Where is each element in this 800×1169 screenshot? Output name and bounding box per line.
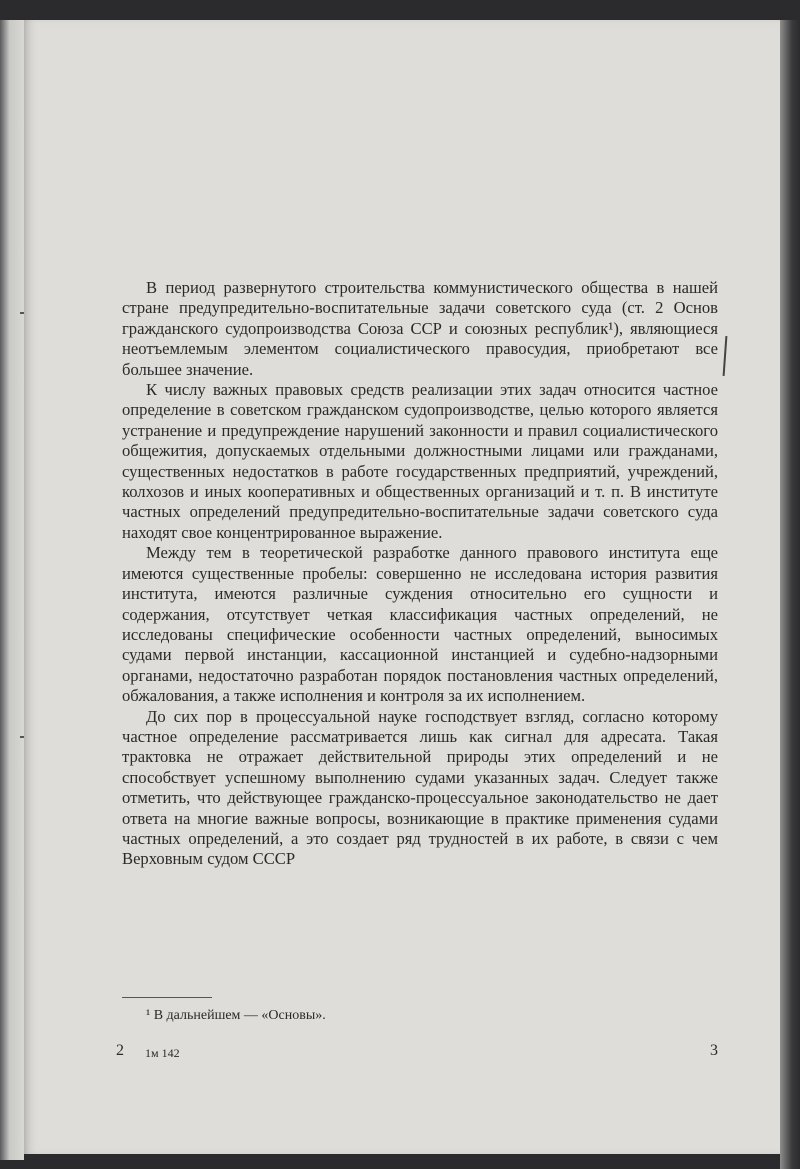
signature-number: 2 [116, 1042, 124, 1059]
printer-code: 1м 142 [145, 1046, 180, 1060]
footnote: ¹ В дальнейшем — «Основы». [146, 1008, 326, 1023]
left-page-edge [0, 20, 24, 1160]
footnote-separator [122, 997, 212, 998]
paragraph: Между тем в теоретической разработке данного правового института еще имеются существенные пробелы: совершенно не исследована история развития института, имеются различные суждения относительно его сущности и содержания, отсутствует четкая классификация частных определений, не исследованы специфические особенности частных определений, выносимых судами первой инстанции, кассационной инстанцией и судебно-надзорными органами, недостаточно разработан порядок постановления частных определений, обжалования, а также исполнения и контроля за их исполнением. [122, 543, 718, 706]
body-text [122, 278, 718, 870]
paragraph: К числу важных правовых средств реализации этих задач относится частное определение в советском гражданском судопроизводстве, целью которого является устранение и предупреждение нарушений законности и правил социалистического общежития, допускаемых отдельными должностными лицами или гражданами, существенных недостатков в работе государственных предприятий, учреждений, колхозов и иных кооперативных и общественных организаций и т. п. В институте частных определений предупредительно-воспитательные задачи советского суда находят свое концентрированное выражение. [122, 380, 718, 542]
page-edge-shadow [780, 20, 800, 1169]
page-number: 3 [710, 1042, 718, 1059]
paragraph: До сих пор в процессуальной науке господствует взгляд, согласно которому частное определение рассматривается лишь как сигнал для адресата. Такая трактовка не отражает действительной природы этих определений и не способствует успешному выполнению судами указанных задач. Следует также отметить, что действующее гражданско-процессуальное законодательство не дает ответа на многие важные вопросы, возникающие в практике применения судами частных определений, а это создает ряд трудностей в их работе, в связи с чем Верховным судом СССР [122, 706, 718, 869]
paragraph: В период развернутого строительства коммунистического общества в нашей стране предупредительно-воспитательные задачи советского суда (ст. 2 Основ гражданского судопроизводства Союза ССР и союзных республик¹), являющиеся неотъемлемым элементом социалистического правосудия, приобретают все большее значение. [122, 278, 718, 379]
